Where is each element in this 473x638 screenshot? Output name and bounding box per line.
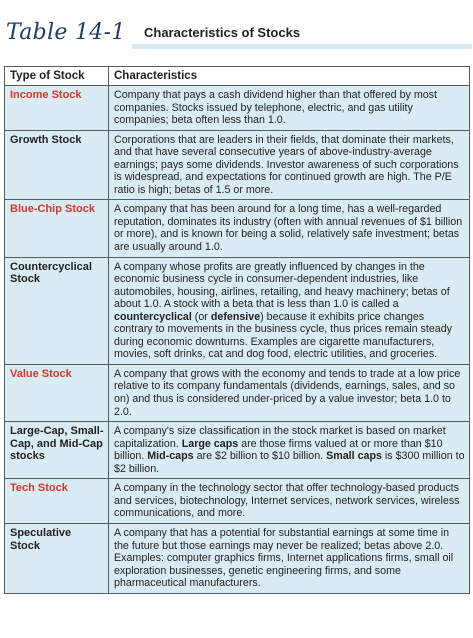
table-header (4, 6, 470, 58)
stock-type-label: Countercyclical Stock (10, 260, 92, 286)
table-title: Characteristics of Stocks (144, 25, 301, 40)
column-header-type: Type of Stock (5, 67, 109, 86)
stock-description-cell: A company that has a potential for substantial earnings at some time in the future but those earnings may never be realized; betas above 2.0. Examples: computer graphics firms, Internet applications firms, small oil exploration businesses, genetic engineering firms, and some pharmaceutical manufacturers. (109, 523, 470, 593)
stock-type-cell (5, 200, 109, 257)
stock-description-cell: Company that pays a cash dividend higher than that offered by most companies. Stocks issued by telephone, electric, and gas utility companies; beta often less than 1.0. (109, 86, 470, 131)
stock-type-cell (5, 422, 109, 479)
stock-type-cell (5, 257, 109, 364)
stock-description-cell: Corporations that are leaders in their fields, that dominate their markets, and that have several consecutive years of above-industry-average earnings; pays some dividends. Investor awareness of such corporations is widespread, and expectations for continued growth are high. The P/E ratio is high; betas of 1.5 or more. (109, 130, 470, 200)
table-row (5, 257, 470, 364)
stock-type-label: Value Stock (10, 367, 72, 380)
table-number-label: Table 14-1 (6, 20, 126, 45)
stock-type-label: Income Stock (10, 89, 82, 101)
table-row (5, 364, 470, 421)
stock-type-label: Tech Stock (10, 482, 68, 495)
stock-description-cell: A company in the technology sector that offer technology-based products and services, biotechnology, Internet services, network services, wireless communications, and more. (109, 479, 470, 524)
stocks-table (4, 66, 470, 594)
term-countercyclical: countercyclical (114, 310, 192, 323)
term-large-caps: Large caps (181, 437, 239, 450)
stock-description-cell: A company's size classification in the stock market is based on market capitalization. Large caps are those firms valued at or more than $10 billion. Mid-caps are $2 billion to $10 billion. Small caps is $300 million to $2 billion. (109, 422, 470, 479)
table-header-row (5, 67, 470, 86)
table-row (5, 523, 470, 593)
table-row (5, 200, 470, 257)
stock-type-cell (5, 364, 109, 421)
stock-description-cell: A company that grows with the economy and tends to trade at a low price relative to its company fundamentals (dividends, earnings, sales, and so on) and thus is considered under-priced by a value investor; beta 1.0 to 2.0. (109, 364, 470, 421)
stock-type-label: Large-Cap, Small-Cap, and Mid-Cap stocks (10, 425, 104, 463)
header-divider-bar (132, 44, 472, 49)
stock-type-label: Speculative Stock (10, 526, 72, 552)
stock-type-cell (5, 479, 109, 524)
table-row (5, 86, 470, 131)
table-row (5, 422, 470, 479)
stock-type-cell (5, 523, 109, 593)
stock-type-cell (5, 130, 109, 200)
stock-description-cell: A company that has been around for a long time, has a well-regarded reputation, dominates its industry (often with annual revenues of $1 billion or more), and is known for being a solid, relatively safe investment; betas are usually around 1.0. (109, 200, 470, 257)
table-row (5, 479, 470, 524)
stock-type-cell (5, 86, 109, 131)
table-row (5, 130, 470, 200)
stock-type-label: Blue-Chip Stock (10, 203, 95, 216)
term-mid-caps: Mid-caps (147, 450, 194, 463)
column-header-characteristics: Characteristics (109, 67, 470, 86)
stock-description-cell: A company whose profits are greatly influenced by changes in the economic business cycle in consumer-dependent industries, like automobiles, housing, airlines, retailing, and heavy machinery; betas of about 1.0. A stock with a beta that is less than 1.0 is called a countercyclical (or defensive) because it exhibits price changes contrary to movements in the business cycle, thus prices remain steady during economic downturns. Examples are cigarette manufacturers, movies, soft drinks, cat and dog food, electric utilities, and groceries. (109, 257, 470, 364)
term-defensive: defensive (210, 310, 261, 323)
stock-type-label: Growth Stock (10, 133, 82, 146)
term-small-caps: Small caps (326, 450, 382, 463)
